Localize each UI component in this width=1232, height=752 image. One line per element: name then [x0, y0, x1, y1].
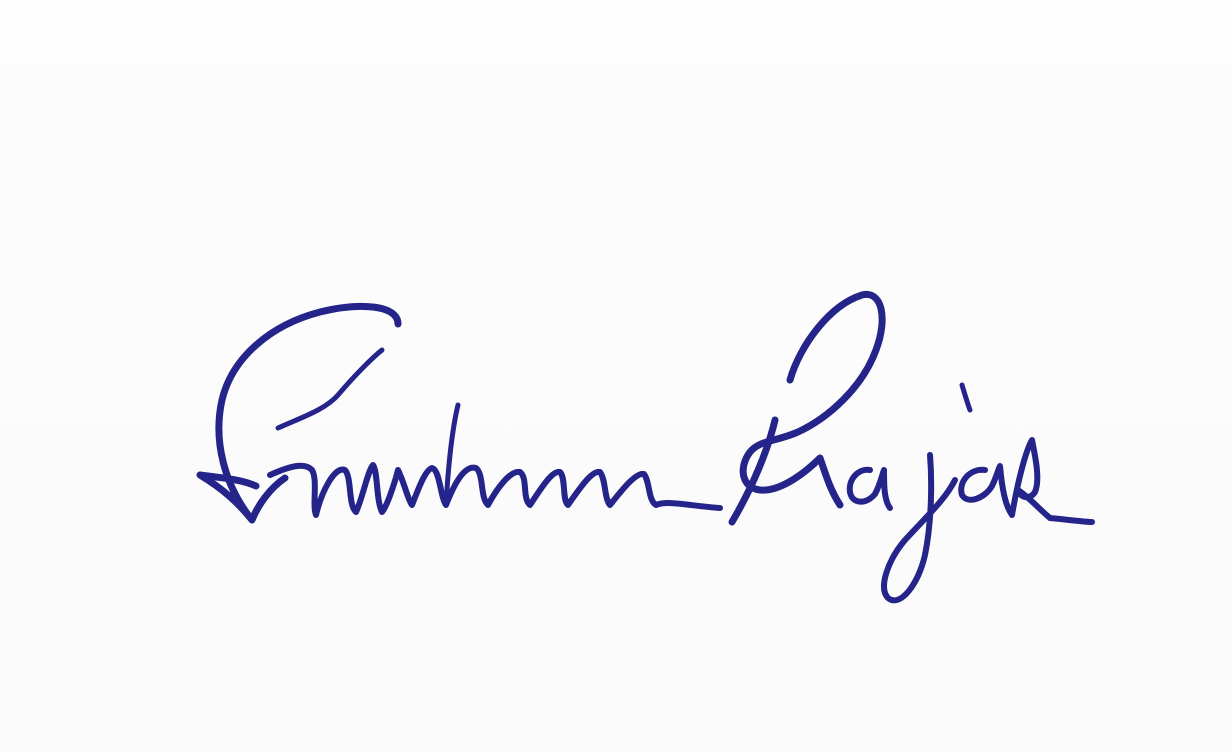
signature-stroke-ak [961, 440, 1092, 522]
signature-stroke-hubham [270, 465, 720, 515]
signature-stroke-s-flick [278, 350, 382, 428]
signature-stroke-j-accent [962, 385, 970, 410]
signature-stroke-capital-s [200, 306, 398, 520]
signature-stroke-a [850, 470, 890, 508]
signature-stroke-capital-r [732, 294, 882, 522]
signature-stroke-j [884, 455, 955, 600]
